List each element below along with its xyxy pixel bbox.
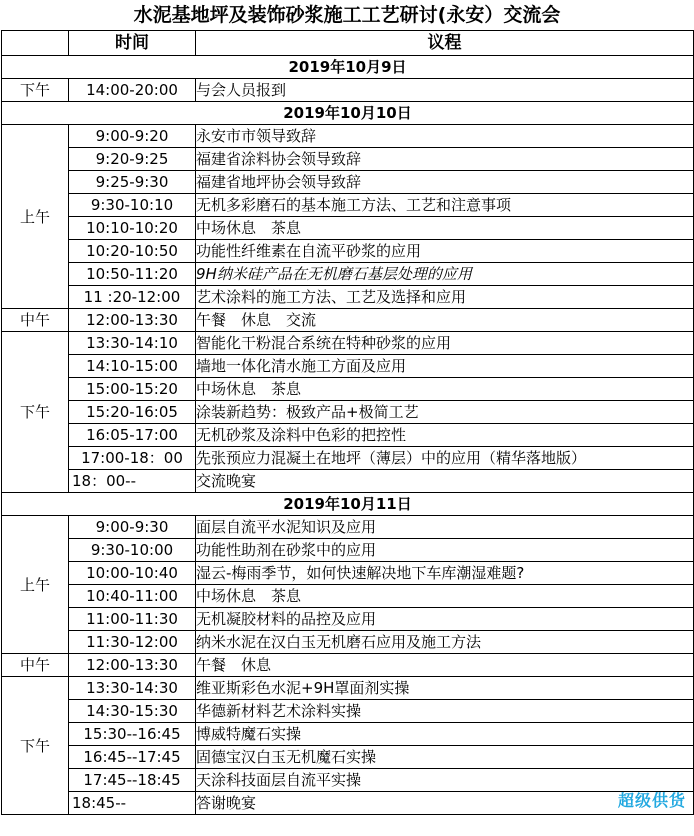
agenda-header: 议程 [196,31,694,56]
time-cell: 10:00-10:40 [69,562,196,585]
schedule-row [2,378,694,401]
time-cell: 9:30-10:00 [69,539,196,562]
time-cell: 15:20-16:05 [69,401,196,424]
agenda-cell: 天涂科技面层自流平实操 [196,769,694,792]
schedule-row [2,631,694,654]
schedule-row [2,125,694,148]
agenda-cell: 中场休息 茶息 [196,585,694,608]
time-cell: 15:30--16:45 [69,723,196,746]
date-heading: 2019年10月10日 [2,102,694,125]
schedule-body [2,56,694,815]
period-header [2,31,69,56]
time-header: 时间 [69,31,196,56]
time-cell: 11:30-12:00 [69,631,196,654]
agenda-cell: 博威特魔石实操 [196,723,694,746]
agenda-cell: 维亚斯彩色水泥+9H罩面剂实操 [196,677,694,700]
schedule-row [2,608,694,631]
period-cell: 下午 [2,332,69,493]
schedule-row [2,263,694,286]
schedule-row [2,792,694,815]
time-cell: 9:20-9:25 [69,148,196,171]
agenda-cell: 与会人员报到 [196,79,694,102]
agenda-cell: 永安市市领导致辞 [196,125,694,148]
agenda-cell: 福建省涂料协会领导致辞 [196,148,694,171]
schedule-row [2,401,694,424]
watermark-text: 超级供货 [617,791,686,810]
agenda-cell: 智能化干粉混合系统在特种砂浆的应用 [196,332,694,355]
agenda-cell: 无机凝胶材料的品控及应用 [196,608,694,631]
schedule-row [2,171,694,194]
schedule-row [2,194,694,217]
agenda-cell: 华德新材料艺术涂料实操 [196,700,694,723]
schedule-row [2,309,694,332]
schedule-row [2,332,694,355]
period-cell: 下午 [2,79,69,102]
schedule-row [2,769,694,792]
time-cell: 11 :20-12:00 [69,286,196,309]
time-cell: 14:10-15:00 [69,355,196,378]
period-cell: 中午 [2,654,69,677]
time-cell: 15:00-15:20 [69,378,196,401]
agenda-table [1,30,694,815]
time-cell: 9:25-9:30 [69,171,196,194]
agenda-cell: 无机砂浆及涂料中色彩的把控性 [196,424,694,447]
page-title: 水泥基地坪及装饰砂浆施工工艺研讨(永安）交流会 [133,4,561,26]
schedule-row [2,355,694,378]
time-cell: 13:30-14:30 [69,677,196,700]
time-cell: 18：00-- [69,470,196,493]
date-heading: 2019年10月9日 [2,56,694,79]
time-cell: 16:45--17:45 [69,746,196,769]
agenda-cell: 9H纳米硅产品在无机磨石基层处理的应用 [196,263,694,286]
period-cell: 上午 [2,516,69,654]
agenda-cell: 福建省地坪协会领导致辞 [196,171,694,194]
time-cell: 12:00-13:30 [69,309,196,332]
time-cell: 10:20-10:50 [69,240,196,263]
agenda-cell: 纳米水泥在汉白玉无机磨石应用及施工方法 [196,631,694,654]
header-row [2,31,694,56]
agenda-cell: 湿云-梅雨季节，如何快速解决地下车库潮湿难题? [196,562,694,585]
time-cell: 18:45-- [69,792,196,815]
agenda-cell: 固德宝汉白玉无机魔石实操 [196,746,694,769]
agenda-cell: 涂装新趋势：极致产品+极简工艺 [196,401,694,424]
date-row [2,56,694,79]
schedule-row [2,217,694,240]
schedule-row [2,240,694,263]
schedule-row [2,723,694,746]
schedule-row [2,286,694,309]
time-cell: 14:30-15:30 [69,700,196,723]
time-cell: 11:00-11:30 [69,608,196,631]
schedule-row [2,424,694,447]
agenda-cell: 无机多彩磨石的基本施工方法、工艺和注意事项 [196,194,694,217]
schedule-row [2,539,694,562]
schedule-row [2,148,694,171]
schedule-row [2,746,694,769]
time-cell: 17:00-18：00 [69,447,196,470]
date-row [2,102,694,125]
time-cell: 12:00-13:30 [69,654,196,677]
time-cell: 14:00-20:00 [69,79,196,102]
period-cell: 上午 [2,125,69,309]
agenda-cell: 中场休息 茶息 [196,217,694,240]
agenda-cell: 午餐 休息 [196,654,694,677]
agenda-cell: 中场休息 茶息 [196,378,694,401]
schedule-row [2,585,694,608]
agenda-cell: 面层自流平水泥知识及应用 [196,516,694,539]
schedule-row [2,677,694,700]
agenda-cell: 先张预应力混凝土在地坪（薄层）中的应用（精华落地版） [196,447,694,470]
time-cell: 9:00-9:20 [69,125,196,148]
schedule-row [2,516,694,539]
time-cell: 10:10-10:20 [69,217,196,240]
agenda-cell: 答谢晚宴 [196,792,694,815]
schedule-row [2,447,694,470]
schedule-row [2,562,694,585]
time-cell: 13:30-14:10 [69,332,196,355]
time-cell: 9:00-9:30 [69,516,196,539]
agenda-cell: 功能性纤维素在自流平砂浆的应用 [196,240,694,263]
date-row [2,493,694,516]
time-cell: 9:30-10:10 [69,194,196,217]
agenda-cell: 午餐 休息 交流 [196,309,694,332]
time-cell: 10:50-11:20 [69,263,196,286]
schedule-row [2,654,694,677]
schedule-row [2,700,694,723]
period-cell: 下午 [2,677,69,815]
time-cell: 10:40-11:00 [69,585,196,608]
agenda-cell: 交流晚宴 [196,470,694,493]
agenda-cell: 艺术涂料的施工方法、工艺及选择和应用 [196,286,694,309]
time-cell: 17:45--18:45 [69,769,196,792]
date-heading: 2019年10月11日 [2,493,694,516]
time-cell: 16:05-17:00 [69,424,196,447]
agenda-cell: 功能性助剂在砂浆中的应用 [196,539,694,562]
schedule-row [2,470,694,493]
period-cell: 中午 [2,309,69,332]
schedule-row [2,79,694,102]
agenda-cell: 墙地一体化清水施工方面及应用 [196,355,694,378]
